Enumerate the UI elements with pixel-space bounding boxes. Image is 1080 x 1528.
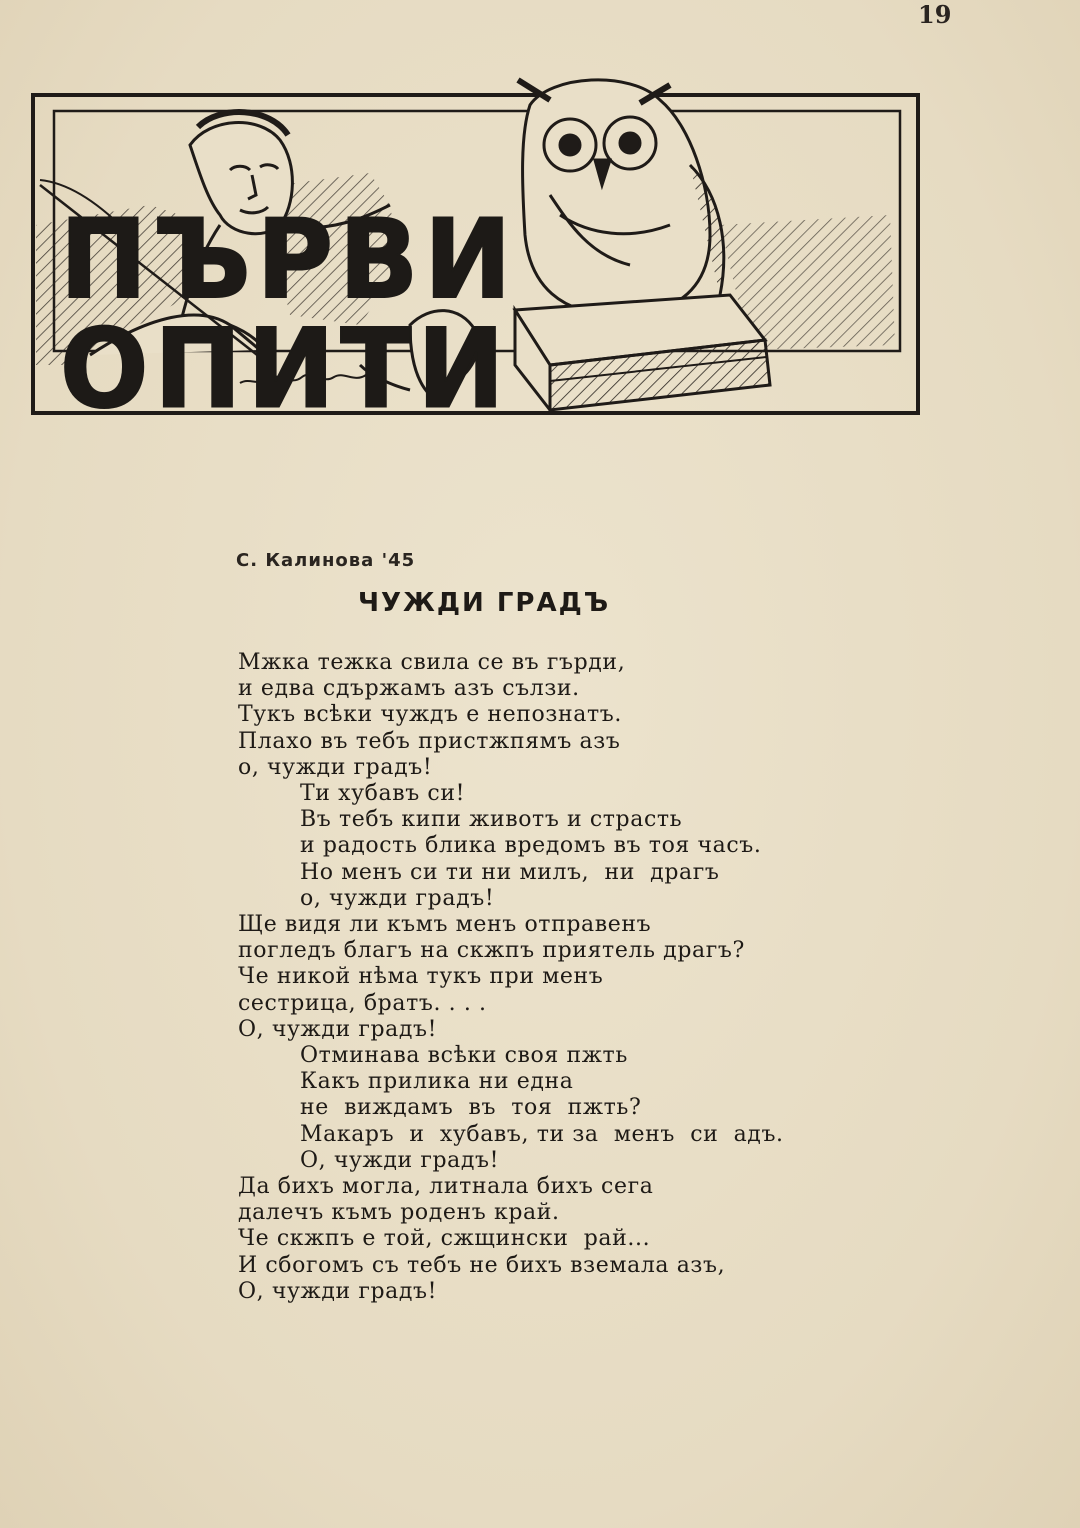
poem-line: Но менъ си ти ни милъ, ни драгъ (300, 859, 720, 885)
poem-line: О, чужди градъ! (300, 1147, 500, 1173)
poem-line: Какъ прилика ни една (300, 1069, 574, 1095)
poem-line: Отминава всѣки своя пжть (300, 1043, 628, 1069)
poem-body (238, 650, 798, 1305)
page-number: 19 (918, 0, 952, 29)
poem-line: Ти хубавъ си! (300, 781, 466, 807)
poem-line: О, чужди градъ! (238, 1278, 438, 1304)
poem-line: о, чужди градъ! (300, 885, 495, 911)
poem-line: О, чужди градъ! (238, 1016, 438, 1042)
poem-line: далечъ къмъ роденъ край. (238, 1200, 560, 1226)
poem-line: Макаръ и хубавъ, ти за менъ си адъ. (300, 1121, 784, 1147)
poem-line: Да бихъ могла, литнала бихъ сега (238, 1174, 654, 1200)
poem-line: Че никой нѣма тукъ при менъ (238, 964, 604, 990)
poem-line: Ще видя ли къмъ менъ отправенъ (238, 912, 652, 938)
poem-line: и радость блика вредомъ въ тоя часъ. (300, 833, 762, 859)
poem-line: погледъ благъ на скжпъ приятель драгъ? (238, 938, 745, 964)
poem-title: ЧУЖДИ ГРАДЪ (358, 588, 611, 618)
poem-line: сестрица, братъ. . . . (238, 990, 487, 1016)
poem-line: Въ тебъ кипи животъ и страсть (300, 807, 683, 833)
poem-line: о, чужди градъ! (238, 754, 433, 780)
poem-line: Плахо въ тебъ пристжпямъ азъ (238, 728, 621, 754)
poem-line: И сбогомъ съ тебъ не бихъ вземала азъ, (238, 1252, 726, 1278)
poem-line: и едва сдържамъ азъ сълзи. (238, 676, 580, 702)
poem-line: не виждамъ въ тоя пжть? (300, 1095, 642, 1121)
poem-line: Че скжпъ е той, сжщински рай... (238, 1226, 651, 1252)
author-byline: С. Калинова '45 (236, 550, 416, 571)
poem-line: Тукъ всѣки чуждъ е непознатъ. (238, 702, 622, 728)
poem-line: Мжка тежка свила се въ гърди, (238, 650, 626, 675)
section-title: ПЪРВИ ОПИТИ (60, 195, 518, 433)
